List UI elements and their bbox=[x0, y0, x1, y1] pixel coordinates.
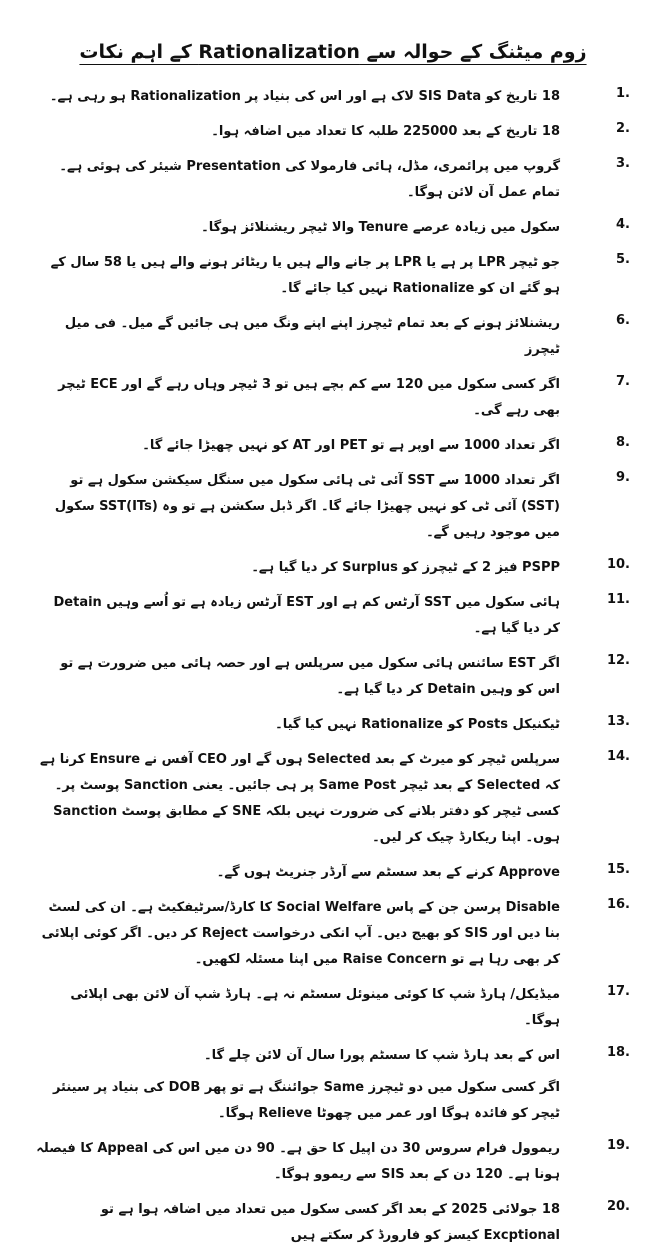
item-number: 10. bbox=[606, 557, 630, 572]
item-number: 15. bbox=[606, 862, 630, 877]
item-paragraph: ہائی سکول میں SST آرٹس کم ہے اور EST آرٹس زیادہ ہے تو اُسے وہیں Detain کر دیا گیا ہے۔ bbox=[53, 595, 560, 636]
item-text bbox=[36, 982, 560, 1034]
item-text bbox=[36, 895, 560, 973]
item-number: 14. bbox=[606, 749, 630, 764]
item-text bbox=[36, 747, 560, 851]
item-number: 8. bbox=[616, 435, 630, 450]
item-text bbox=[36, 1136, 560, 1188]
list-item bbox=[36, 1136, 630, 1188]
item-paragraph: اگر تعداد 1000 سے SST آئی ٹی ہائی سکول میں سنگل سیکشن سکول ہے تو (SST) آئی ٹی کو نہیں چھیڑا جائے گا۔ اگر ڈبل سکشن ہے تو وہ (SST(ITs سکول میں موجود رہیں گے۔ bbox=[54, 473, 560, 540]
item-number: 13. bbox=[606, 714, 630, 729]
list-item bbox=[36, 119, 630, 145]
item-text bbox=[36, 651, 560, 703]
item-paragraph: Disable پرسن جن کے پاس Social Welfare کا کارڈ/سرٹیفکیٹ ہے۔ ان کی لسٹ بنا دیں اور SIS کو بھیج دیں۔ آپ انکی درخواست Reject کر دیں۔ اگر کوئی اپلائی کر بھی رہا ہے تو Raise Concern میں اپنا مسئلہ لکھیں۔ bbox=[41, 900, 560, 967]
item-paragraph: Approve کرنے کے بعد سسٹم سے آرڈر جنریٹ ہوں گے۔ bbox=[216, 865, 560, 880]
list-item bbox=[36, 651, 630, 703]
points-list bbox=[36, 84, 630, 1249]
item-text bbox=[36, 372, 560, 424]
item-number: 6. bbox=[616, 313, 630, 328]
item-paragraph: ریموول فرام سروس 30 دن اپیل کا حق ہے۔ 90 دن میں اس کی Appeal کا فیصلہ ہونا ہے۔ 120 دن کے بعد SIS سے ریموو ہوگا۔ bbox=[36, 1141, 560, 1182]
list-item bbox=[36, 747, 630, 851]
list-item bbox=[36, 895, 630, 973]
list-item bbox=[36, 311, 630, 363]
item-number: 20. bbox=[606, 1199, 630, 1214]
item-text bbox=[36, 1043, 560, 1127]
item-text bbox=[36, 311, 560, 363]
item-number: 11. bbox=[606, 592, 630, 607]
item-number: 5. bbox=[616, 252, 630, 267]
item-text bbox=[36, 154, 560, 206]
item-text bbox=[36, 590, 560, 642]
item-paragraph: سکول میں زیادہ عرصے Tenure والا ٹیچر ریشنلائز ہوگا۔ bbox=[201, 220, 560, 235]
list-item bbox=[36, 590, 630, 642]
item-number: 19. bbox=[606, 1138, 630, 1153]
item-number: 18. bbox=[606, 1045, 630, 1060]
item-text bbox=[36, 555, 560, 581]
item-number: 1. bbox=[616, 86, 630, 101]
item-paragraph: اگر کسی سکول میں 120 سے کم بچے ہیں تو 3 ٹیچر وہاں رہے گے اور ECE ٹیچر بھی رہے گی۔ bbox=[58, 377, 560, 418]
item-paragraph: 18 تاریخ کو SIS Data لاک ہے اور اس کی بنیاد پر Rationalization ہو رہی ہے۔ bbox=[49, 89, 560, 104]
list-item bbox=[36, 433, 630, 459]
item-text bbox=[36, 860, 560, 886]
item-text bbox=[36, 84, 560, 110]
list-item bbox=[36, 468, 630, 546]
item-number: 2. bbox=[616, 121, 630, 136]
list-item bbox=[36, 712, 630, 738]
item-text bbox=[36, 712, 560, 738]
item-paragraph: اگر کسی سکول میں دو ٹیچرز Same جوائننگ ہے تو پھر DOB کی بنیاد پر سینئر ٹیچر کو فائدہ ہوگا اور عمر میں چھوٹا Relieve ہوگا۔ bbox=[52, 1080, 560, 1121]
list-item bbox=[36, 372, 630, 424]
item-text bbox=[36, 215, 560, 241]
item-paragraph: اس کے بعد ہارڈ شپ کا سسٹم پورا سال آن لائن چلے گا۔ bbox=[204, 1048, 560, 1063]
item-text bbox=[36, 1197, 560, 1249]
item-paragraph: 18 تاریخ کے بعد 225000 طلبہ کا تعداد میں اضافہ ہوا۔ bbox=[211, 124, 560, 139]
list-item bbox=[36, 154, 630, 206]
item-number: 12. bbox=[606, 653, 630, 668]
item-number: 7. bbox=[616, 374, 630, 389]
item-paragraph: گروپ میں پرائمری، مڈل، ہائی فارمولا کی Presentation شیئر کی ہوئی ہے۔ تمام عمل آن لائن ہوگا۔ bbox=[59, 159, 560, 200]
item-text bbox=[36, 250, 560, 302]
item-number: 3. bbox=[616, 156, 630, 171]
list-item bbox=[36, 215, 630, 241]
item-number: 16. bbox=[606, 897, 630, 912]
item-paragraph: اگر EST سائنس ہائی سکول میں سرپلس ہے اور حصہ ہائی میں ضرورت ہے تو اس کو وہیں Detain کر دیا گیا ہے۔ bbox=[60, 656, 560, 697]
page-title: زوم میٹنگ کے حوالہ سے Rationalization کے اہم نکات bbox=[79, 41, 587, 63]
item-paragraph: میڈیکل/ ہارڈ شپ کا کوئی مینوئل سسٹم نہ ہے۔ ہارڈ شپ آن لائن بھی اپلائی ہوگا۔ bbox=[70, 987, 560, 1028]
list-item bbox=[36, 1043, 630, 1127]
list-item bbox=[36, 555, 630, 581]
item-number: 9. bbox=[616, 470, 630, 485]
item-paragraph: 18 جولائی 2025 کے بعد اگر کسی سکول میں تعداد میں اضافہ ہوا ہے تو Excptional کیسز کو فارورڈ کر سکتے ہیں bbox=[100, 1202, 560, 1243]
item-paragraph: اگر تعداد 1000 سے اوپر ہے تو PET اور AT کو نہیں چھیڑا جائے گا۔ bbox=[142, 438, 560, 453]
list-item bbox=[36, 1197, 630, 1249]
item-number: 17. bbox=[606, 984, 630, 999]
item-text bbox=[36, 433, 560, 459]
list-item bbox=[36, 250, 630, 302]
item-text bbox=[36, 468, 560, 546]
item-paragraph: ریشنلائز ہونے کے بعد تمام ٹیچرز اپنے اپنے ونگ میں ہی جائیں گے میل۔ فی میل ٹیچرز bbox=[64, 316, 560, 357]
list-item bbox=[36, 84, 630, 110]
item-paragraph: سرپلس ٹیچر کو میرٹ کے بعد Selected ہوں گے اور CEO آفس نے Ensure کرنا ہے کہ Selected کے بعد ٹیچر Same Post پر ہی جائیں۔ یعنی Sanction پوسٹ پر۔ کسی ٹیچر کو دفتر بلانے کی ضرورت نہیں بلکہ SNE کے مطابق پوسٹ Sanction ہوں۔ اپنا ریکارڈ چیک کر لیں۔ bbox=[40, 752, 560, 845]
item-paragraph: ٹیکنیکل Posts کو Rationalize نہیں کیا گیا۔ bbox=[275, 717, 560, 732]
list-item bbox=[36, 982, 630, 1034]
list-item bbox=[36, 860, 630, 886]
item-paragraph: جو ٹیچر LPR پر ہے یا LPR پر جانے والے ہیں یا ریٹائر ہونے والے ہیں یا 58 سال کے ہو گئے ان کو Rationalize نہیں کیا جائے گا۔ bbox=[50, 255, 560, 296]
item-number: 4. bbox=[616, 217, 630, 232]
item-text bbox=[36, 119, 560, 145]
item-paragraph: PSPP فیز 2 کے ٹیچرز کو Surplus کر دیا گیا ہے۔ bbox=[251, 560, 560, 575]
